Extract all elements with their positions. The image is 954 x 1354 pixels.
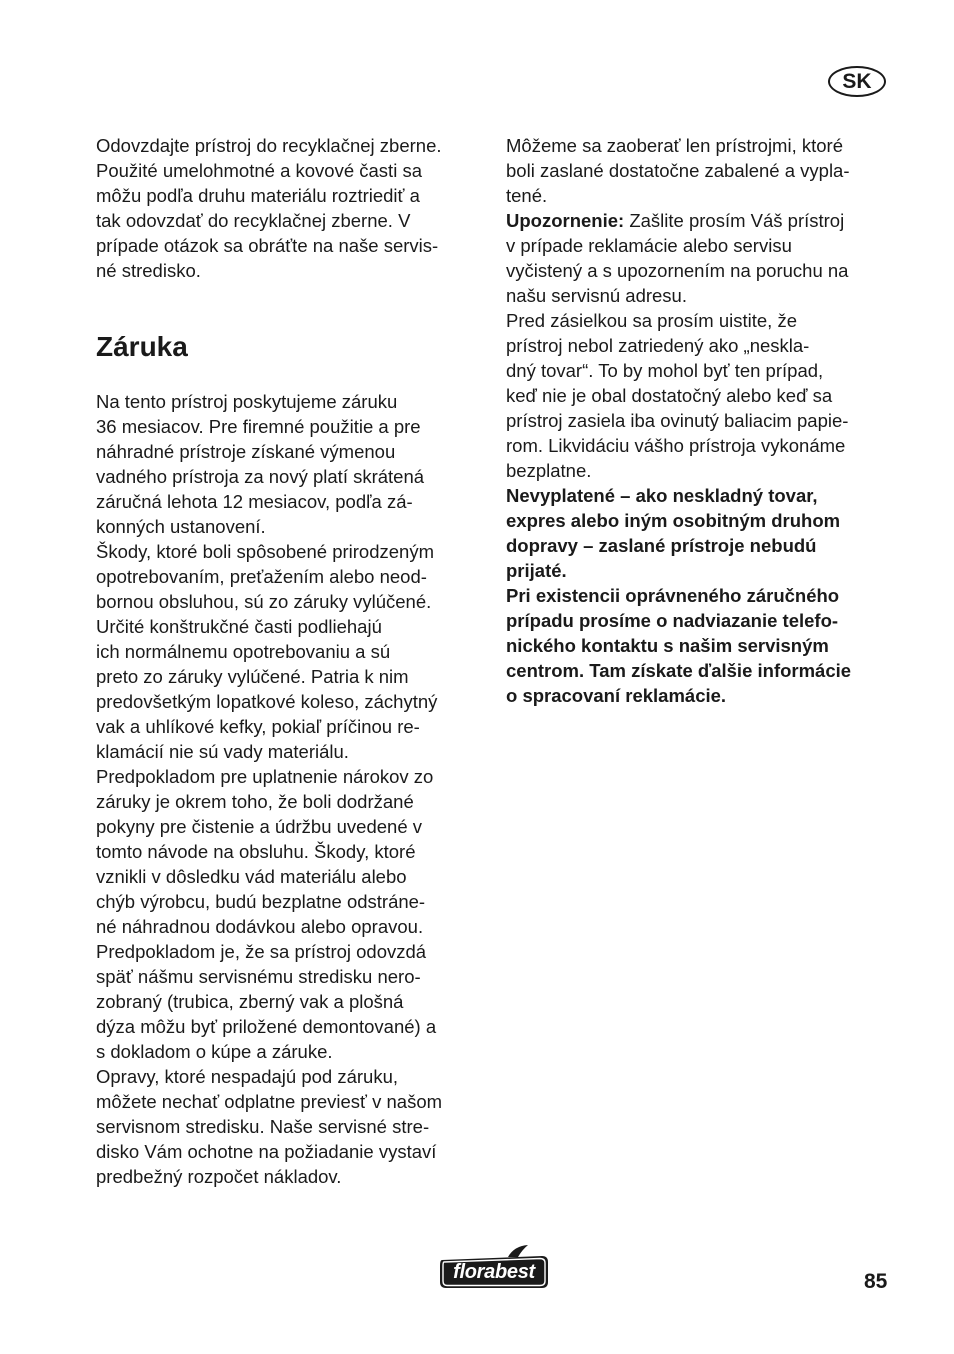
text-line: Odovzdajte prístroj do recyklačnej zberne. [96,135,442,156]
text-line: centrom. Tam získate ďalšie informácie [506,660,852,681]
text-line: expres alebo iným osobitným druhom [506,510,841,531]
text-line: dopravy – zaslané prístroje nebudú [506,535,817,556]
text-line: predovšetkým lopatkové koleso, záchytný [96,691,438,712]
text-line: tomto návode na obsluhu. Škody, ktoré [96,841,416,862]
text-line: prístroj nebol zatriedený ako „neskla- [506,335,810,356]
text-line: Pri existencii oprávneného záručného [506,585,840,606]
text-line: našu servisnú adresu. [506,285,687,306]
text-line: Na tento prístroj poskytujeme záruku [96,391,398,412]
text-line: prístroj zasiela iba ovinutý baliacim papie- [506,410,849,431]
text-line: späť nášmu servisnému stredisku nero- [96,966,421,987]
text-line: Predpokladom pre uplatnenie nárokov zo [96,766,434,787]
notice-label: Upozornenie: [506,210,625,231]
contact-paragraph [506,583,896,708]
text-line: opotrebovaním, preťažením alebo neod- [96,566,427,587]
text-line: vak a uhlíkové kefky, pokiaľ príčinou re- [96,716,420,737]
language-badge: SK [828,66,886,97]
text-line: Určité konštrukčné časti podliehajú [96,616,382,637]
right-column [506,133,896,708]
intro-paragraph [96,133,486,283]
text-line: náhradné prístroje získané výmenou [96,441,396,462]
text-line: bezplatne. [506,460,592,481]
text-line: môžete nechať odplatne previesť v našom [96,1091,443,1112]
text-line: dýza môžu byť priložené demontované) a [96,1016,437,1037]
page-number: 85 [864,1270,888,1293]
text-line: pokyny pre čistenie a údržbu uvedené v [96,816,423,837]
text-line: Môžeme sa zaoberať len prístrojmi, ktoré [506,135,843,156]
text-line: klamácií nie sú vady materiálu. [96,741,349,762]
warranty-paragraph [96,389,486,1189]
text-line: Pred zásielkou sa prosím uistite, že [506,310,797,331]
text-line: rom. Likvidáciu vášho prístroja vykonáme [506,435,846,456]
text-line: nického kontaktu s našim servisným [506,635,829,656]
text-line: keď nie je obal dostatočný alebo keď sa [506,385,833,406]
text-line: s dokladom o kúpe a záruke. [96,1041,333,1062]
notice-paragraph [506,208,896,308]
text-line: né náhradnou dodávkou alebo opravou. [96,916,424,937]
text-line: bornou obsluhou, sú zo záruky vylúčené. [96,591,432,612]
packaging-paragraph [506,133,896,208]
text-line: chýb výrobcu, budú bezplatne odstráne- [96,891,426,912]
text-line: v prípade reklamácie alebo servisu [506,235,792,256]
text-line: konných ustanovení. [96,516,266,537]
text-line: disko Vám ochotne na požiadanie vystaví [96,1141,437,1162]
text-line: boli zaslané dostatočne zabalené a vypla- [506,160,850,181]
text-line: vyčistený a s upozornením na poruchu na [506,260,849,281]
unpaid-warning-paragraph [506,483,896,583]
text-line: záručná lehota 12 mesiacov, podľa zá- [96,491,413,512]
text-line: o spracovaní reklamácie. [506,685,727,706]
section-heading: Záruka [96,331,188,362]
text-line: tak odovzdať do recyklačnej zberne. V [96,210,411,231]
logo-text: florabest [453,1261,535,1283]
text-line: Predpokladom je, že sa prístroj odovzdá [96,941,427,962]
text-line: preto zo záruky vylúčené. Patria k nim [96,666,409,687]
text-line: tené. [506,185,548,206]
text-line: Nevyplatené – ako neskladný tovar, [506,485,818,506]
text-line: prípadu prosíme o nadviazanie telefo- [506,610,839,631]
text-line: zobraný (trubica, zberný vak a plošná [96,991,404,1012]
text-line: predbežný rozpočet nákladov. [96,1166,342,1187]
text-line: prijaté. [506,560,567,581]
text-line: Opravy, ktoré nespadajú pod záruku, [96,1066,398,1087]
text-line: né stredisko. [96,260,201,281]
text-line: 36 mesiacov. Pre firemné použitie a pre [96,416,421,437]
text-line: ich normálnemu opotrebovaniu a sú [96,641,391,662]
left-column [96,133,486,1189]
text-line: prípade otázok sa obráťte na naše servis- [96,235,439,256]
florabest-logo [438,1244,550,1290]
text-line: záruky je okrem toho, že boli dodržané [96,791,414,812]
text-line: vznikli v dôsledku vád materiálu alebo [96,866,407,887]
notice-text: Zašlite prosím Váš prístroj [624,210,845,231]
text-line: Použité umelohmotné a kovové časti sa [96,160,422,181]
text-line: vadného prístroja za nový platí skrátená [96,466,425,487]
shipping-paragraph [506,308,896,483]
text-line [506,208,896,233]
text-line: servisnom stredisku. Naše servisné stre- [96,1116,430,1137]
text-line: dný tovar“. To by mohol byť ten prípad, [506,360,824,381]
text-line: Škody, ktoré boli spôsobené prirodzeným [96,541,434,562]
text-line: môžu podľa druhu materiálu roztriediť a [96,185,420,206]
